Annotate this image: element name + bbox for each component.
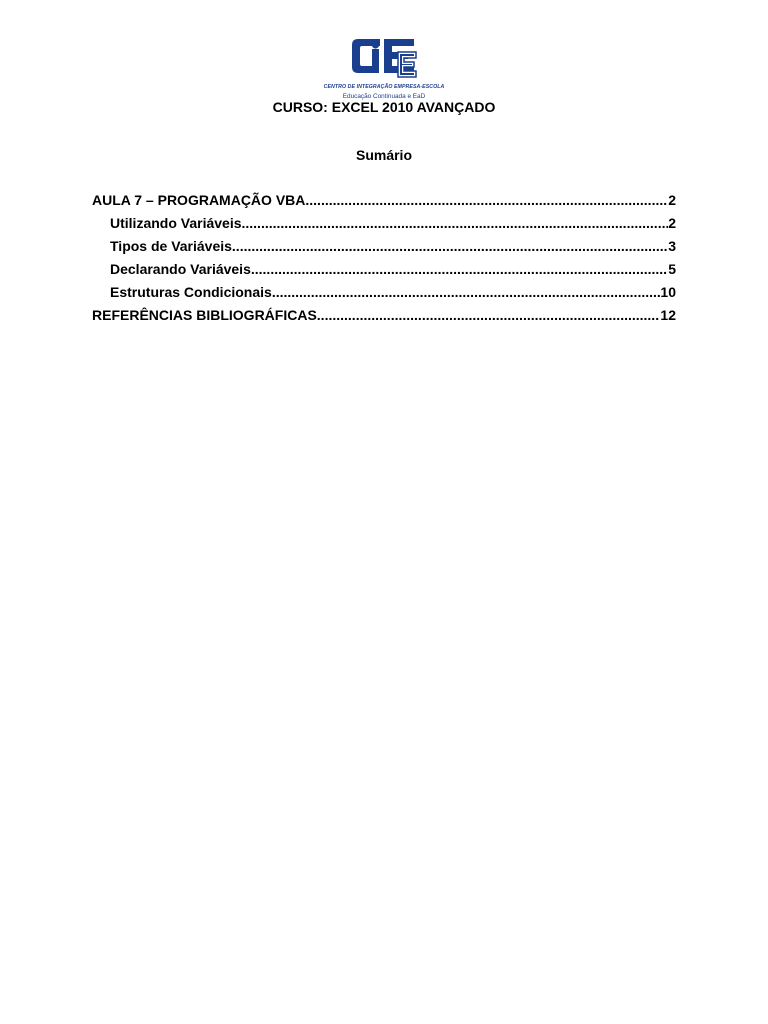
toc-entry-page: 10 xyxy=(660,284,676,300)
logo-tagline: Educação Continuada e EaD xyxy=(342,93,426,100)
toc-entry-label: AULA 7 – PROGRAMAÇÃO VBA xyxy=(92,192,306,208)
toc-entry-page: 2 xyxy=(668,215,676,231)
toc-entry-label: Declarando Variáveis xyxy=(110,261,251,277)
toc-leader-dots xyxy=(242,215,669,231)
toc-entry-label: Tipos de Variáveis xyxy=(110,238,232,254)
toc-leader-dots xyxy=(232,238,668,254)
toc-entry-page: 3 xyxy=(668,238,676,254)
toc-entry-aula-7[interactable] xyxy=(92,192,676,215)
course-title: CURSO: EXCEL 2010 AVANÇADO xyxy=(272,99,496,115)
toc-entry-page: 2 xyxy=(668,192,676,208)
toc-leader-dots xyxy=(272,284,661,300)
ciee-logo-mark-icon xyxy=(318,37,450,83)
summary-title: Sumário xyxy=(355,147,412,163)
toc-entry-declarando-variaveis[interactable] xyxy=(92,261,676,284)
toc-entry-utilizando-variaveis[interactable] xyxy=(92,215,676,238)
toc-entry-estruturas-condicionais[interactable] xyxy=(92,284,676,307)
toc-entry-label: REFERÊNCIAS BIBLIOGRÁFICAS xyxy=(92,307,317,323)
toc-leader-dots xyxy=(305,192,668,208)
toc-leader-dots xyxy=(251,261,668,277)
toc-leader-dots xyxy=(317,307,661,323)
toc-entry-page: 5 xyxy=(668,261,676,277)
logo-subtitle: CENTRO DE INTEGRAÇÃO EMPRESA-ESCOLA xyxy=(323,84,445,90)
toc-entry-label: Estruturas Condicionais xyxy=(110,284,272,300)
toc-entry-tipos-de-variaveis[interactable] xyxy=(92,238,676,261)
ciee-logo xyxy=(318,37,450,101)
toc-entry-referencias[interactable] xyxy=(92,307,676,330)
table-of-contents xyxy=(92,192,676,330)
toc-entry-page: 12 xyxy=(660,307,676,323)
toc-entry-label: Utilizando Variáveis xyxy=(110,215,242,231)
